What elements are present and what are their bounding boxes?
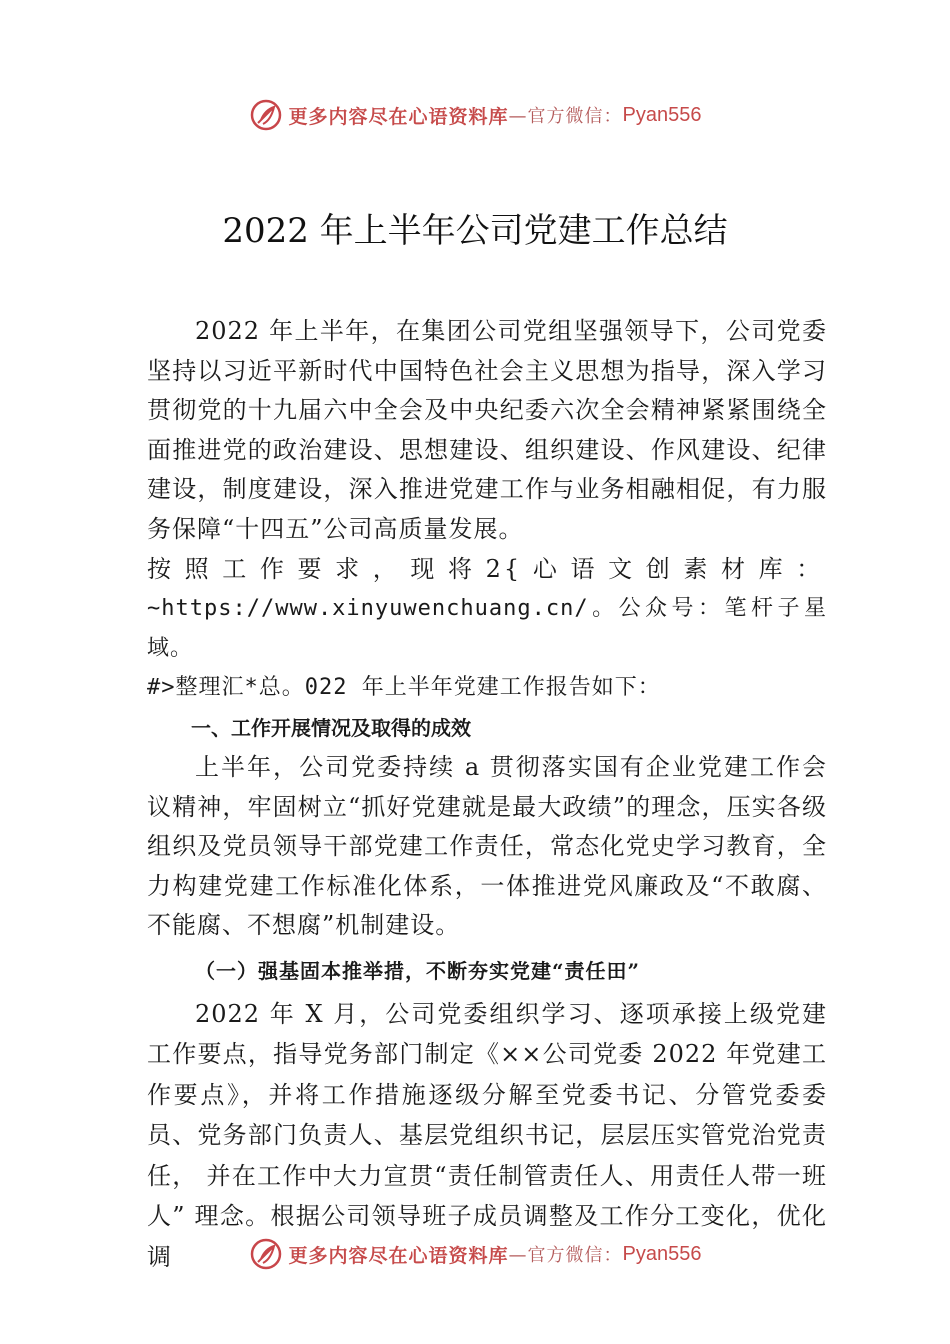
- document-title: 2022 年上半年公司党建工作总结: [222, 211, 728, 251]
- intro-tail-line-3: #>整理汇*总。022 年上半年党建工作报告如下：: [147, 675, 661, 701]
- watermark-text: 更多内容尽在心语资料库: [288, 105, 509, 128]
- watermark-text: 更多内容尽在心语资料库: [288, 1244, 509, 1267]
- intro-tail-line-2: ~https://www.xinyuwenchuang.cn/。公众号：笔杆子星域。: [147, 596, 827, 661]
- section-1-heading: 一、工作开展情况及取得的成效: [191, 715, 471, 740]
- intro-paragraph: 2022 年上半年，在集团公司党组坚强领导下，公司党委坚持以习近平新时代中国特色社会主义思想为指导，深入学习贯彻党的十九届六中全会及中央纪委六次全会精神紧紧围绕全面推进党的政治建设、思想建设、组织建设、作风建设、纪律建设，制度建设，深入推进党建工作与业务相融相促，有力服务保障“十四五”公司高质量发展。: [147, 317, 827, 543]
- footer-watermark: [0, 1234, 950, 1274]
- quill-logo-icon: [249, 1237, 283, 1271]
- watermark-separator: —官方微信：: [508, 1245, 623, 1266]
- subsection-1-paragraph: 2022 年 X 月，公司党委组织学习、逐项承接上级党建工作要点，指导党务部门制定《××公司党委 2022 年党建工作要点》，并将工作措施逐级分解至党委书记、分管党委委员、党务部门负责人、基层党组织书记，层层压实管党治党责任， 并在工作中大力宣贯“责任制管责任人、用责任人带一班人” 理念。根据公司领导班子成员调整及工作分工变化，优化调: [147, 999, 827, 1271]
- intro-tail-line-1: 按 照 工 作 要 求 ， 现 将 2{ 心 语 文 创 素 材 库 ：: [147, 554, 824, 583]
- document-body: [147, 312, 827, 1277]
- watermark-wechat-id: Pyan556: [622, 103, 702, 126]
- watermark-separator: —官方微信：: [508, 106, 623, 127]
- watermark-wechat-id: Pyan556: [622, 1242, 702, 1265]
- quill-logo-icon: [249, 98, 283, 132]
- section-1-paragraph: 上半年，公司党委持续 a 贯彻落实国有企业党建工作会议精神，牢固树立“抓好党建就是最大政绩”的理念，压实各级组织及党员领导干部党建工作责任，常态化党史学习教育，全力构建党建工作标准化体系，一体推进党风廉政及“不敢腐、不能腐、不想腐”机制建设。: [147, 752, 827, 940]
- subsection-1-heading: （一）强基固本推举措，不断夯实党建“责任田”: [195, 958, 641, 983]
- header-watermark: [0, 95, 950, 135]
